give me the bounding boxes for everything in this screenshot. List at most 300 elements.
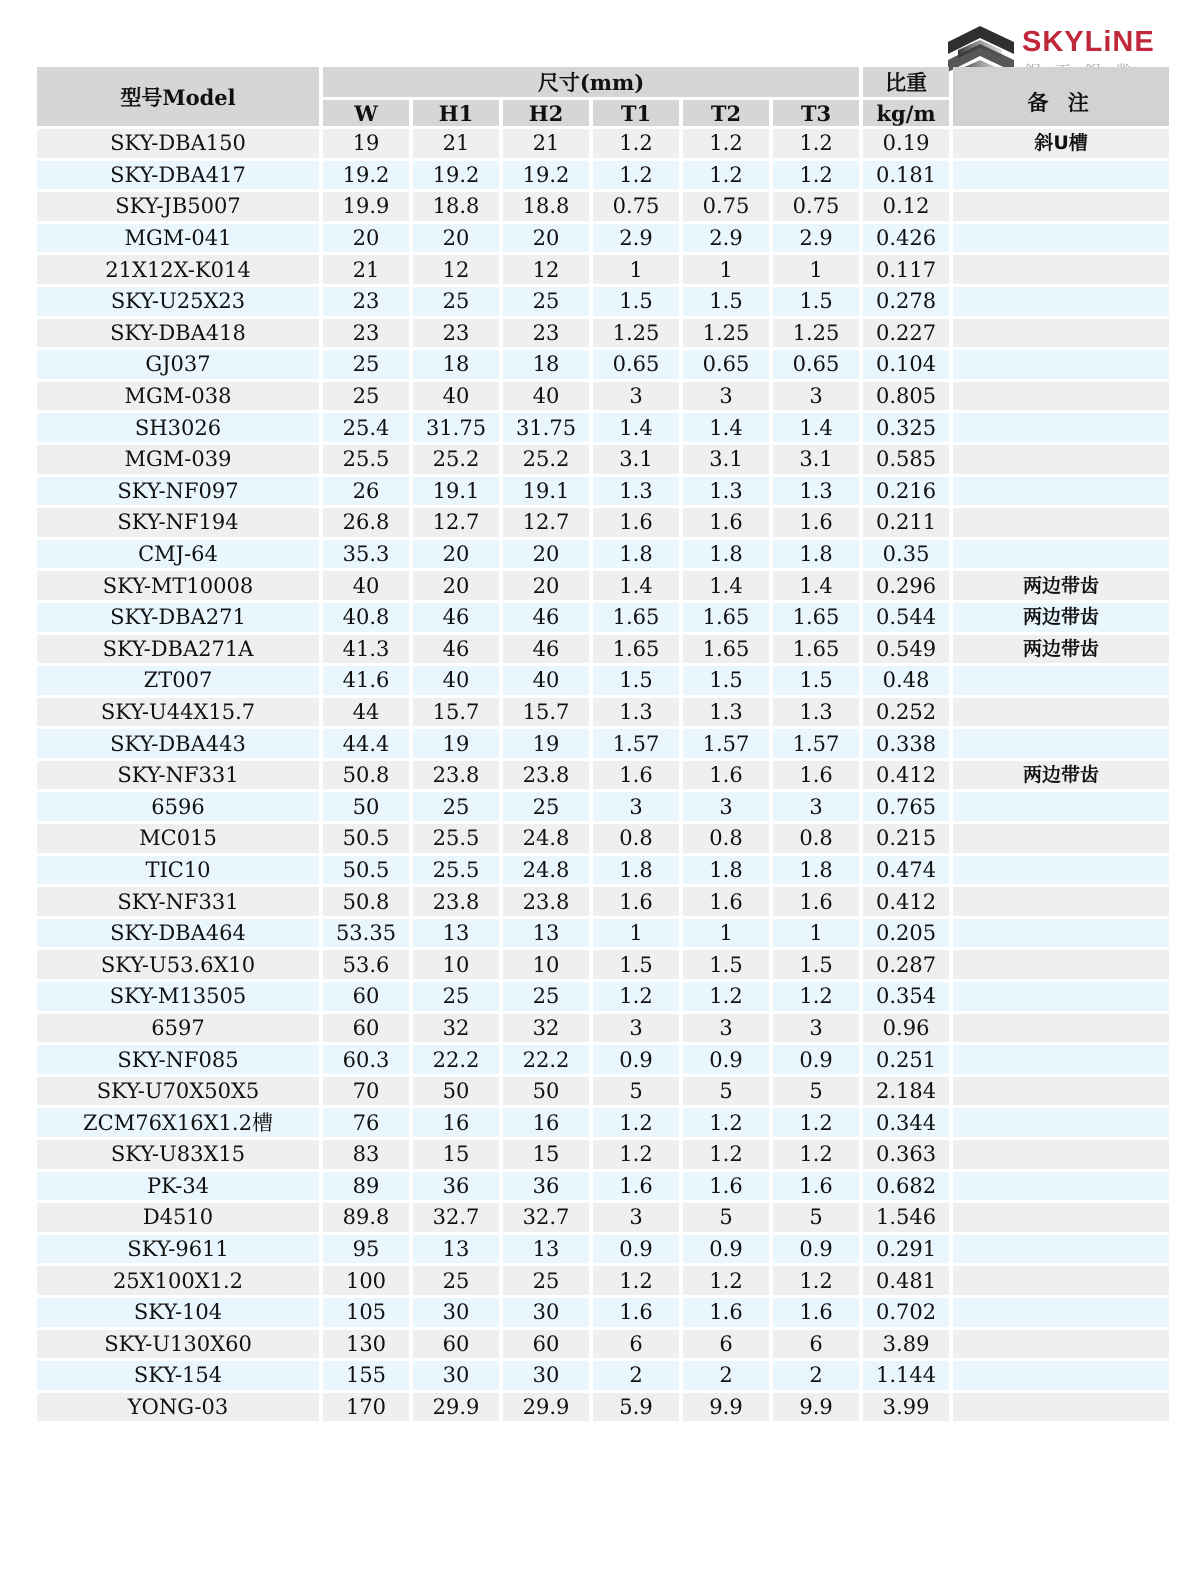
cell-remark [953, 161, 1169, 190]
cell-remark: 斜U槽 [953, 129, 1169, 158]
cell-h1: 12.7 [413, 508, 499, 537]
table-body [37, 129, 1169, 1421]
cell-t3: 1.6 [773, 887, 859, 916]
cell-t1: 6 [593, 1330, 679, 1359]
table-row [37, 1014, 1169, 1043]
cell-model: D4510 [37, 1203, 319, 1232]
cell-remark [953, 698, 1169, 727]
cell-h2: 12 [503, 255, 589, 284]
table-row [37, 571, 1169, 600]
cell-w: 50.8 [323, 761, 409, 790]
cell-w: 21 [323, 255, 409, 284]
cell-t2: 3 [683, 382, 769, 411]
cell-w: 89 [323, 1172, 409, 1201]
cell-h1: 25 [413, 792, 499, 821]
cell-h1: 23.8 [413, 887, 499, 916]
cell-w: 100 [323, 1266, 409, 1295]
brand-name-en: SKYLiNE [1022, 26, 1155, 58]
cell-model: YONG-03 [37, 1393, 319, 1422]
cell-model: SKY-104 [37, 1298, 319, 1327]
cell-remark [953, 982, 1169, 1011]
cell-w: 70 [323, 1077, 409, 1106]
cell-remark [953, 287, 1169, 316]
cell-model: SKY-NF331 [37, 761, 319, 790]
cell-model: SKY-JB5007 [37, 192, 319, 221]
cell-weight: 0.354 [863, 982, 949, 1011]
header-weight-unit: kg/m [863, 100, 949, 126]
cell-h1: 32.7 [413, 1203, 499, 1232]
table-row [37, 635, 1169, 664]
cell-w: 20 [323, 224, 409, 253]
cell-model: SKY-U44X15.7 [37, 698, 319, 727]
cell-t2: 1.6 [683, 761, 769, 790]
cell-model: SKY-DBA271A [37, 635, 319, 664]
cell-weight: 3.89 [863, 1330, 949, 1359]
cell-w: 50.5 [323, 856, 409, 885]
cell-remark [953, 1298, 1169, 1327]
cell-t1: 0.8 [593, 824, 679, 853]
table-row [37, 129, 1169, 158]
cell-h1: 25 [413, 287, 499, 316]
cell-w: 41.6 [323, 666, 409, 695]
header-h1: H1 [413, 100, 499, 126]
cell-model: SKY-DBA417 [37, 161, 319, 190]
cell-h2: 13 [503, 919, 589, 948]
cell-t3: 2 [773, 1361, 859, 1390]
cell-w: 19.9 [323, 192, 409, 221]
cell-weight: 0.296 [863, 571, 949, 600]
cell-remark [953, 919, 1169, 948]
cell-weight: 0.215 [863, 824, 949, 853]
cell-model: SKY-DBA443 [37, 729, 319, 758]
cell-w: 44 [323, 698, 409, 727]
cell-w: 105 [323, 1298, 409, 1327]
table-row [37, 192, 1169, 221]
cell-h1: 15 [413, 1140, 499, 1169]
cell-h2: 20 [503, 224, 589, 253]
cell-t1: 1.6 [593, 887, 679, 916]
cell-h2: 60 [503, 1330, 589, 1359]
cell-t3: 1.4 [773, 571, 859, 600]
cell-t1: 3 [593, 1014, 679, 1043]
cell-w: 19 [323, 129, 409, 158]
cell-w: 23 [323, 287, 409, 316]
cell-t3: 1.5 [773, 666, 859, 695]
cell-t1: 1.5 [593, 666, 679, 695]
cell-weight: 0.291 [863, 1235, 949, 1264]
cell-t1: 1.2 [593, 982, 679, 1011]
table-row [37, 1077, 1169, 1106]
cell-t3: 1.65 [773, 635, 859, 664]
cell-t3: 1.6 [773, 1172, 859, 1201]
cell-weight: 3.99 [863, 1393, 949, 1422]
cell-t1: 2.9 [593, 224, 679, 253]
cell-remark [953, 950, 1169, 979]
cell-w: 60.3 [323, 1045, 409, 1074]
cell-model: SKY-DBA150 [37, 129, 319, 158]
cell-t2: 1.2 [683, 1266, 769, 1295]
cell-w: 83 [323, 1140, 409, 1169]
table-row [37, 856, 1169, 885]
cell-w: 50 [323, 792, 409, 821]
cell-t3: 1.25 [773, 319, 859, 348]
cell-weight: 0.585 [863, 445, 949, 474]
cell-remark [953, 413, 1169, 442]
cell-model: SKY-DBA271 [37, 603, 319, 632]
cell-h1: 18 [413, 350, 499, 379]
cell-w: 53.35 [323, 919, 409, 948]
cell-t3: 2.9 [773, 224, 859, 253]
cell-t2: 1.5 [683, 287, 769, 316]
cell-t2: 1.57 [683, 729, 769, 758]
cell-t3: 1.3 [773, 477, 859, 506]
cell-model: CMJ-64 [37, 540, 319, 569]
cell-h1: 30 [413, 1298, 499, 1327]
cell-h1: 21 [413, 129, 499, 158]
cell-w: 60 [323, 1014, 409, 1043]
cell-remark [953, 192, 1169, 221]
cell-h1: 23.8 [413, 761, 499, 790]
cell-w: 40 [323, 571, 409, 600]
cell-model: SKY-U70X50X5 [37, 1077, 319, 1106]
table-row [37, 761, 1169, 790]
cell-t2: 1.6 [683, 1298, 769, 1327]
cell-t1: 5.9 [593, 1393, 679, 1422]
cell-t2: 1.3 [683, 477, 769, 506]
cell-h2: 40 [503, 666, 589, 695]
cell-w: 95 [323, 1235, 409, 1264]
cell-t1: 1.2 [593, 1108, 679, 1137]
cell-remark [953, 508, 1169, 537]
cell-h1: 12 [413, 255, 499, 284]
cell-weight: 0.412 [863, 887, 949, 916]
cell-h2: 23.8 [503, 761, 589, 790]
cell-w: 50.8 [323, 887, 409, 916]
cell-h2: 50 [503, 1077, 589, 1106]
cell-t1: 1.57 [593, 729, 679, 758]
cell-w: 53.6 [323, 950, 409, 979]
header-remark [953, 67, 1169, 126]
cell-t2: 0.9 [683, 1235, 769, 1264]
cell-t3: 9.9 [773, 1393, 859, 1422]
cell-w: 60 [323, 982, 409, 1011]
cell-t1: 1.6 [593, 508, 679, 537]
cell-remark [953, 540, 1169, 569]
cell-weight: 0.12 [863, 192, 949, 221]
cell-model: SKY-U83X15 [37, 1140, 319, 1169]
cell-model: PK-34 [37, 1172, 319, 1201]
cell-weight: 0.481 [863, 1266, 949, 1295]
cell-remark [953, 255, 1169, 284]
cell-h2: 19 [503, 729, 589, 758]
cell-t2: 1.2 [683, 129, 769, 158]
cell-weight: 0.287 [863, 950, 949, 979]
cell-weight: 0.117 [863, 255, 949, 284]
table-row [37, 887, 1169, 916]
cell-h2: 18 [503, 350, 589, 379]
cell-h2: 30 [503, 1361, 589, 1390]
table-row [37, 508, 1169, 537]
cell-remark [953, 1077, 1169, 1106]
cell-w: 26.8 [323, 508, 409, 537]
cell-model: SKY-NF194 [37, 508, 319, 537]
cell-remark [953, 887, 1169, 916]
header-remark-label: 备 注 [1027, 90, 1095, 115]
cell-h2: 15 [503, 1140, 589, 1169]
cell-t2: 0.8 [683, 824, 769, 853]
table-row [37, 287, 1169, 316]
cell-w: 76 [323, 1108, 409, 1137]
cell-t1: 3 [593, 1203, 679, 1232]
cell-t1: 0.65 [593, 350, 679, 379]
cell-remark: 两边带齿 [953, 571, 1169, 600]
cell-weight: 0.181 [863, 161, 949, 190]
cell-t1: 1.65 [593, 635, 679, 664]
cell-weight: 0.96 [863, 1014, 949, 1043]
cell-w: 26 [323, 477, 409, 506]
cell-h2: 46 [503, 603, 589, 632]
cell-weight: 2.184 [863, 1077, 949, 1106]
cell-remark [953, 1361, 1169, 1390]
cell-model: MGM-041 [37, 224, 319, 253]
cell-model: SKY-NF085 [37, 1045, 319, 1074]
cell-h1: 60 [413, 1330, 499, 1359]
cell-h2: 46 [503, 635, 589, 664]
cell-h2: 25 [503, 792, 589, 821]
table-row [37, 161, 1169, 190]
cell-h1: 16 [413, 1108, 499, 1137]
cell-h2: 31.75 [503, 413, 589, 442]
cell-weight: 0.278 [863, 287, 949, 316]
cell-t3: 1.2 [773, 1140, 859, 1169]
cell-h1: 40 [413, 382, 499, 411]
cell-model: SKY-NF097 [37, 477, 319, 506]
header-weight: 比重 [863, 67, 949, 97]
cell-t3: 1.2 [773, 129, 859, 158]
cell-h1: 25 [413, 982, 499, 1011]
cell-model: MGM-039 [37, 445, 319, 474]
cell-h1: 25.5 [413, 856, 499, 885]
table-row [37, 413, 1169, 442]
cell-model: 6597 [37, 1014, 319, 1043]
cell-model: 6596 [37, 792, 319, 821]
cell-h2: 23.8 [503, 887, 589, 916]
cell-weight: 0.211 [863, 508, 949, 537]
cell-model: SKY-NF331 [37, 887, 319, 916]
cell-w: 25 [323, 350, 409, 379]
cell-model: TIC10 [37, 856, 319, 885]
cell-weight: 0.363 [863, 1140, 949, 1169]
cell-t3: 0.65 [773, 350, 859, 379]
table-row [37, 1393, 1169, 1422]
cell-h2: 13 [503, 1235, 589, 1264]
table-row [37, 540, 1169, 569]
cell-remark [953, 1140, 1169, 1169]
cell-t2: 3 [683, 792, 769, 821]
cell-model: SKY-MT10008 [37, 571, 319, 600]
cell-remark [953, 824, 1169, 853]
cell-h2: 29.9 [503, 1393, 589, 1422]
cell-t2: 0.65 [683, 350, 769, 379]
table-row [37, 919, 1169, 948]
cell-h2: 24.8 [503, 856, 589, 885]
cell-h2: 21 [503, 129, 589, 158]
cell-weight: 0.252 [863, 698, 949, 727]
cell-model: 21X12X-K014 [37, 255, 319, 284]
cell-weight: 0.682 [863, 1172, 949, 1201]
cell-remark [953, 1045, 1169, 1074]
cell-h1: 25.5 [413, 824, 499, 853]
cell-t3: 1.4 [773, 413, 859, 442]
cell-t2: 1.25 [683, 319, 769, 348]
cell-h2: 16 [503, 1108, 589, 1137]
table-row [37, 982, 1169, 1011]
cell-weight: 0.338 [863, 729, 949, 758]
cell-t3: 1.5 [773, 287, 859, 316]
cell-t3: 1.6 [773, 1298, 859, 1327]
cell-weight: 0.227 [863, 319, 949, 348]
cell-remark: 两边带齿 [953, 635, 1169, 664]
table-row [37, 698, 1169, 727]
cell-h1: 19 [413, 729, 499, 758]
cell-h1: 19.1 [413, 477, 499, 506]
cell-t1: 1.2 [593, 1266, 679, 1295]
header-t3: T3 [773, 100, 859, 126]
cell-w: 25.4 [323, 413, 409, 442]
cell-remark [953, 224, 1169, 253]
cell-t3: 1.2 [773, 161, 859, 190]
cell-remark [953, 1014, 1169, 1043]
cell-remark [953, 319, 1169, 348]
cell-t3: 1.3 [773, 698, 859, 727]
cell-h2: 30 [503, 1298, 589, 1327]
header-w: W [323, 100, 409, 126]
cell-model: SKY-U25X23 [37, 287, 319, 316]
cell-model: SKY-9611 [37, 1235, 319, 1264]
cell-model: SKY-U53.6X10 [37, 950, 319, 979]
cell-t1: 1.25 [593, 319, 679, 348]
cell-t3: 1.8 [773, 856, 859, 885]
cell-weight: 1.546 [863, 1203, 949, 1232]
table-row [37, 382, 1169, 411]
cell-weight: 0.805 [863, 382, 949, 411]
cell-weight: 0.412 [863, 761, 949, 790]
cell-model: SKY-U130X60 [37, 1330, 319, 1359]
cell-weight: 0.325 [863, 413, 949, 442]
cell-remark [953, 1330, 1169, 1359]
cell-t2: 5 [683, 1077, 769, 1106]
cell-remark [953, 477, 1169, 506]
cell-t2: 3 [683, 1014, 769, 1043]
table-row [37, 319, 1169, 348]
cell-remark: 两边带齿 [953, 603, 1169, 632]
cell-t1: 1 [593, 919, 679, 948]
cell-h1: 10 [413, 950, 499, 979]
cell-t3: 1.57 [773, 729, 859, 758]
cell-t1: 1 [593, 255, 679, 284]
cell-t1: 1.5 [593, 287, 679, 316]
cell-t3: 3 [773, 382, 859, 411]
cell-t3: 1 [773, 255, 859, 284]
cell-remark [953, 1172, 1169, 1201]
table-row [37, 477, 1169, 506]
cell-h2: 25.2 [503, 445, 589, 474]
cell-t2: 0.75 [683, 192, 769, 221]
cell-t3: 0.8 [773, 824, 859, 853]
cell-h1: 30 [413, 1361, 499, 1390]
cell-weight: 0.474 [863, 856, 949, 885]
cell-weight: 0.216 [863, 477, 949, 506]
table-row [37, 603, 1169, 632]
cell-h2: 25 [503, 287, 589, 316]
cell-w: 40.8 [323, 603, 409, 632]
table-row [37, 1235, 1169, 1264]
cell-t3: 1.5 [773, 950, 859, 979]
table-row [37, 1298, 1169, 1327]
cell-h2: 20 [503, 540, 589, 569]
cell-t2: 1.2 [683, 982, 769, 1011]
cell-t3: 0.75 [773, 192, 859, 221]
cell-t2: 1.6 [683, 1172, 769, 1201]
table-row [37, 1330, 1169, 1359]
cell-h1: 31.75 [413, 413, 499, 442]
header-t1: T1 [593, 100, 679, 126]
cell-h2: 25 [503, 982, 589, 1011]
cell-model: SKY-M13505 [37, 982, 319, 1011]
cell-t1: 1.4 [593, 413, 679, 442]
cell-t1: 1.65 [593, 603, 679, 632]
cell-h1: 32 [413, 1014, 499, 1043]
cell-model: SKY-DBA418 [37, 319, 319, 348]
cell-h2: 10 [503, 950, 589, 979]
cell-h1: 36 [413, 1172, 499, 1201]
cell-t2: 1.4 [683, 413, 769, 442]
cell-weight: 0.19 [863, 129, 949, 158]
cell-w: 19.2 [323, 161, 409, 190]
cell-t2: 2 [683, 1361, 769, 1390]
table-row [37, 1266, 1169, 1295]
cell-model: MGM-038 [37, 382, 319, 411]
product-spec-table [33, 64, 1173, 1424]
cell-t2: 1.65 [683, 635, 769, 664]
cell-h1: 20 [413, 224, 499, 253]
cell-t3: 3 [773, 792, 859, 821]
cell-t3: 1.6 [773, 508, 859, 537]
table-row [37, 1108, 1169, 1137]
cell-weight: 0.702 [863, 1298, 949, 1327]
cell-t1: 1.6 [593, 761, 679, 790]
cell-h1: 25.2 [413, 445, 499, 474]
cell-h2: 40 [503, 382, 589, 411]
cell-t1: 1.6 [593, 1298, 679, 1327]
cell-h1: 13 [413, 919, 499, 948]
cell-t2: 1.8 [683, 540, 769, 569]
cell-remark [953, 350, 1169, 379]
cell-h1: 15.7 [413, 698, 499, 727]
cell-t1: 2 [593, 1361, 679, 1390]
cell-weight: 0.251 [863, 1045, 949, 1074]
cell-t2: 1 [683, 919, 769, 948]
cell-t3: 1 [773, 919, 859, 948]
cell-t2: 1.65 [683, 603, 769, 632]
cell-t2: 1.2 [683, 1140, 769, 1169]
cell-h2: 24.8 [503, 824, 589, 853]
header-t2: T2 [683, 100, 769, 126]
cell-h2: 15.7 [503, 698, 589, 727]
table-row [37, 824, 1169, 853]
cell-t1: 5 [593, 1077, 679, 1106]
cell-t1: 3 [593, 792, 679, 821]
